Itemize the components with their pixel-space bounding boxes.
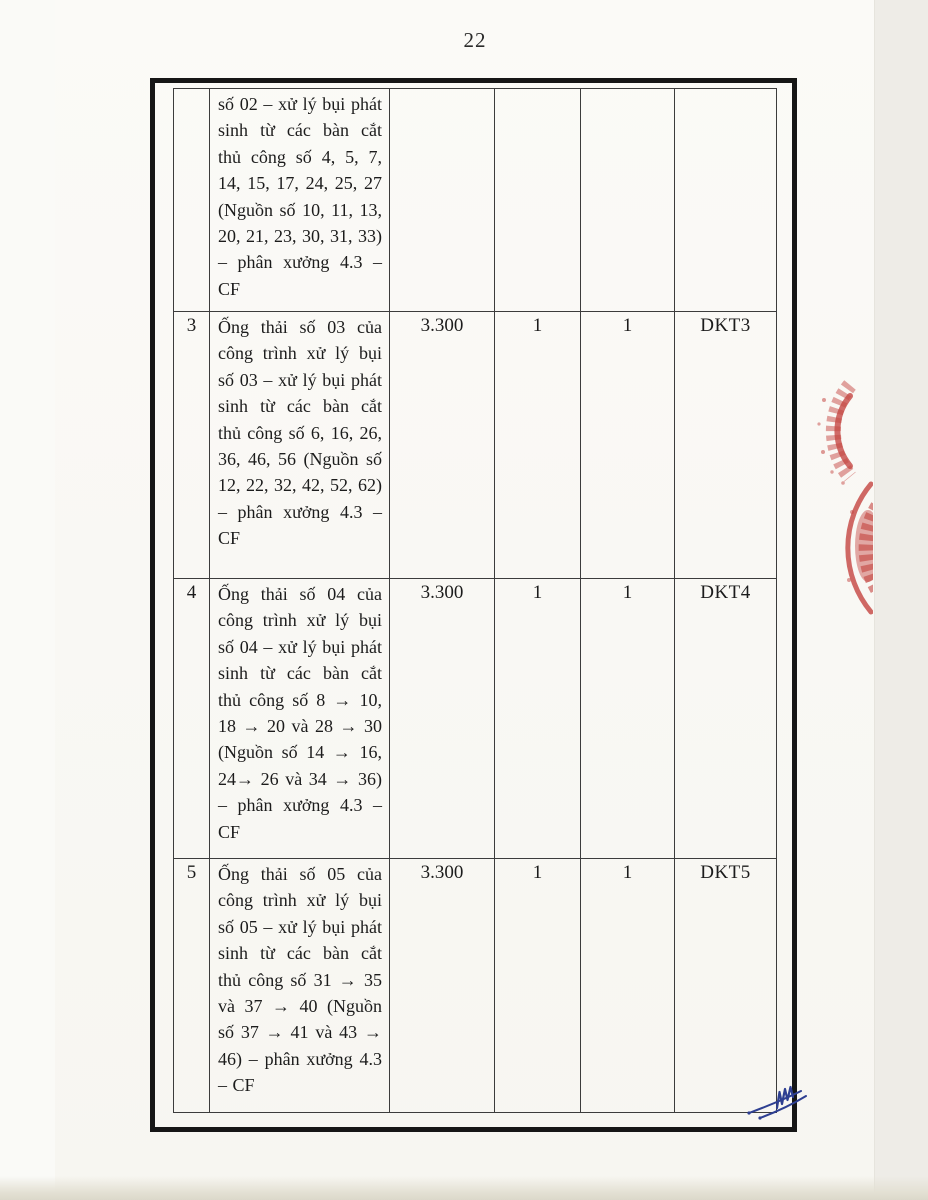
quantity-cell: 1	[581, 312, 675, 579]
flow-value-cell: 3.300	[390, 312, 495, 579]
flow-value-cell: 3.300	[390, 579, 495, 859]
table-row	[174, 859, 777, 1113]
point-code-cell: DKT3	[675, 312, 777, 579]
table-row	[174, 89, 777, 312]
official-stamp-icon	[817, 385, 850, 485]
row-number-cell: 5	[174, 859, 210, 1113]
quantity-cell: 1	[495, 579, 581, 859]
point-code-cell	[675, 89, 777, 312]
quantity-cell	[581, 89, 675, 312]
quantity-cell	[495, 89, 581, 312]
description-cell: Ống thải số 04 của công trình xử lý bụi số 04 – xử lý bụi phát sinh từ các bàn cắt thủ công số 8 → 10, 18 → 20 và 28 → 30 (Nguồn số 14 → 16, 24→ 26 và 34 → 36) – phân xưởng 4.3 – CF	[210, 579, 390, 859]
page-number: 22	[463, 28, 487, 52]
point-code-cell: DKT4	[675, 579, 777, 859]
quantity-cell: 1	[495, 312, 581, 579]
description-cell: số 02 – xử lý bụi phát sinh từ các bàn cắt thủ công số 4, 5, 7, 14, 15, 17, 24, 25, 27 (Nguồn số 10, 11, 13, 20, 21, 23, 30, 31, 33) – phân xưởng 4.3 – CF	[210, 89, 390, 312]
quantity-cell: 1	[581, 859, 675, 1113]
scan-page-edge	[874, 0, 928, 1200]
discharge-points-table	[173, 88, 777, 1113]
table-row	[174, 312, 777, 579]
description-cell: Ống thải số 03 của công trình xử lý bụi số 03 – xử lý bụi phát sinh từ các bàn cắt thủ công số 6, 16, 26, 36, 46, 56 (Nguồn số 12, 22, 32, 42, 52, 62) – phân xưởng 4.3 – CF	[210, 312, 390, 579]
scan-left-margin	[0, 0, 55, 1200]
table-row	[174, 579, 777, 859]
flow-value-cell	[390, 89, 495, 312]
row-number-cell: 4	[174, 579, 210, 859]
row-number-cell: 3	[174, 312, 210, 579]
quantity-cell: 1	[581, 579, 675, 859]
row-number-cell	[174, 89, 210, 312]
scan-bottom-shadow	[0, 1176, 928, 1200]
description-cell: Ống thải số 05 của công trình xử lý bụi số 05 – xử lý bụi phát sinh từ các bàn cắt thủ công số 31 → 35 và 37 → 40 (Nguồn số 37 → 41 và 43 → 46) – phân xưởng 4.3 – CF	[210, 859, 390, 1113]
flow-value-cell: 3.300	[390, 859, 495, 1113]
quantity-cell: 1	[495, 859, 581, 1113]
point-code-cell: DKT5	[675, 859, 777, 1113]
